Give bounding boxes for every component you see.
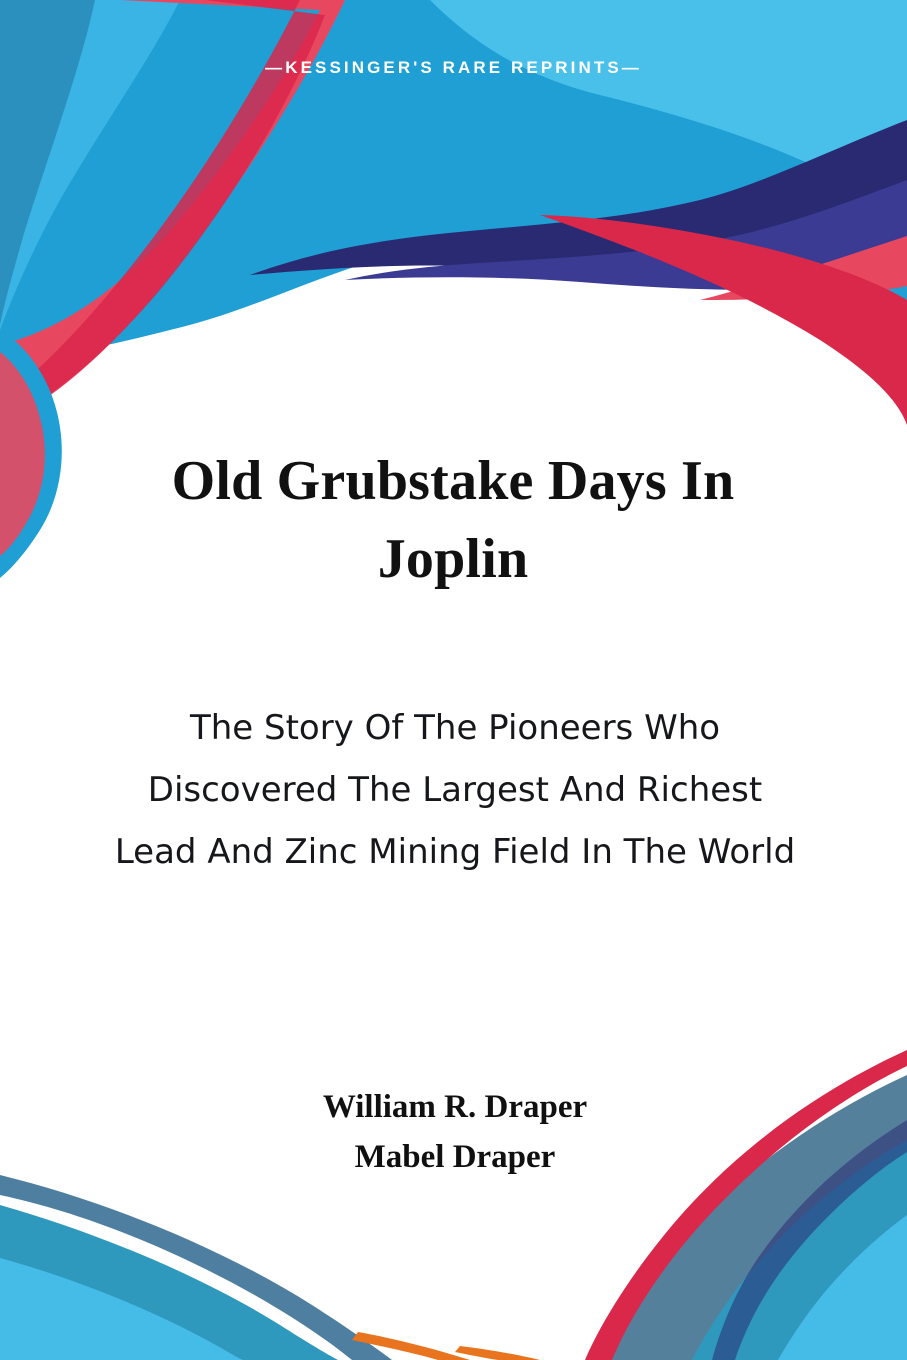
book-title: Old Grubstake Days In Joplin (171, 450, 735, 590)
author-name-secondary: Mabel Draper (354, 1139, 556, 1175)
author-name-primary: William R. Draper (322, 1089, 588, 1125)
book-subtitle: The Story Of The Pioneers Who Discovered The Largest And Richest Lead And Zinc Mining Field In The World (114, 708, 796, 872)
book-authors (110, 1082, 800, 1182)
imprint-label: —KESSINGER'S RARE REPRINTS— (265, 58, 642, 77)
